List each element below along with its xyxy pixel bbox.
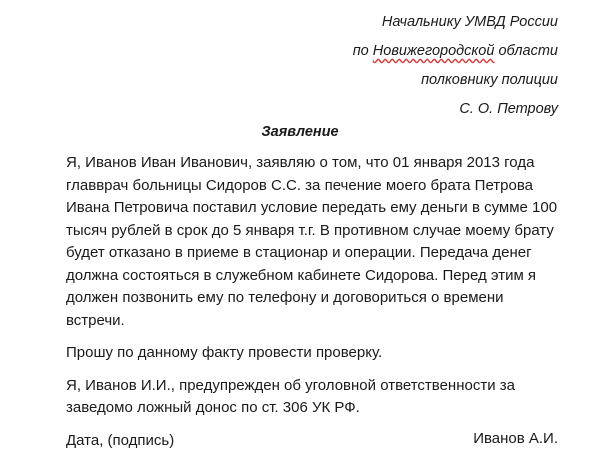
addressee-region-prefix: по: [352, 43, 373, 59]
statement-paragraph: Я, Иванов Иван Иванович, заявляю о том, что 01 января 2013 года главврач больницы Сидоров С.С. за печение моего брата Петрова Ивана Петровича поставил условие передать ему деньги в сумме 100 тысяч рублей в срок до 5 января т.г. В противном случае моему брату будет отказано в приеме в стационар и операции. Передача денег должна состояться в служебном кабинете Сидорова. Перед этим я должен позвонить ему по телефону и договориться о времени встречи.: [66, 154, 558, 329]
addressee-line-4: С. О. Петрову: [459, 101, 558, 117]
document-body: [66, 152, 566, 461]
addressee-line-2: [353, 37, 558, 66]
addressee-region: Новижегородской: [372, 43, 495, 59]
date-signature-line: Дата, (подпись): [66, 431, 175, 449]
addressee-block: [353, 8, 558, 124]
addressee-line-3: полковнику полиции: [421, 72, 558, 88]
addressee-region-suffix: области: [494, 43, 558, 59]
addressee-line-1: Начальнику УМВД России: [381, 14, 558, 30]
request-paragraph: Прошу по данному факту провести проверку.: [66, 344, 383, 361]
signature: Иванов А.И.: [473, 430, 558, 447]
document-title: Заявление: [261, 124, 339, 140]
warning-paragraph: Я, Иванов И.И., предупрежден об уголовной ответственности за заведомо ложный донос по ст. 306 УК РФ.: [66, 376, 515, 416]
